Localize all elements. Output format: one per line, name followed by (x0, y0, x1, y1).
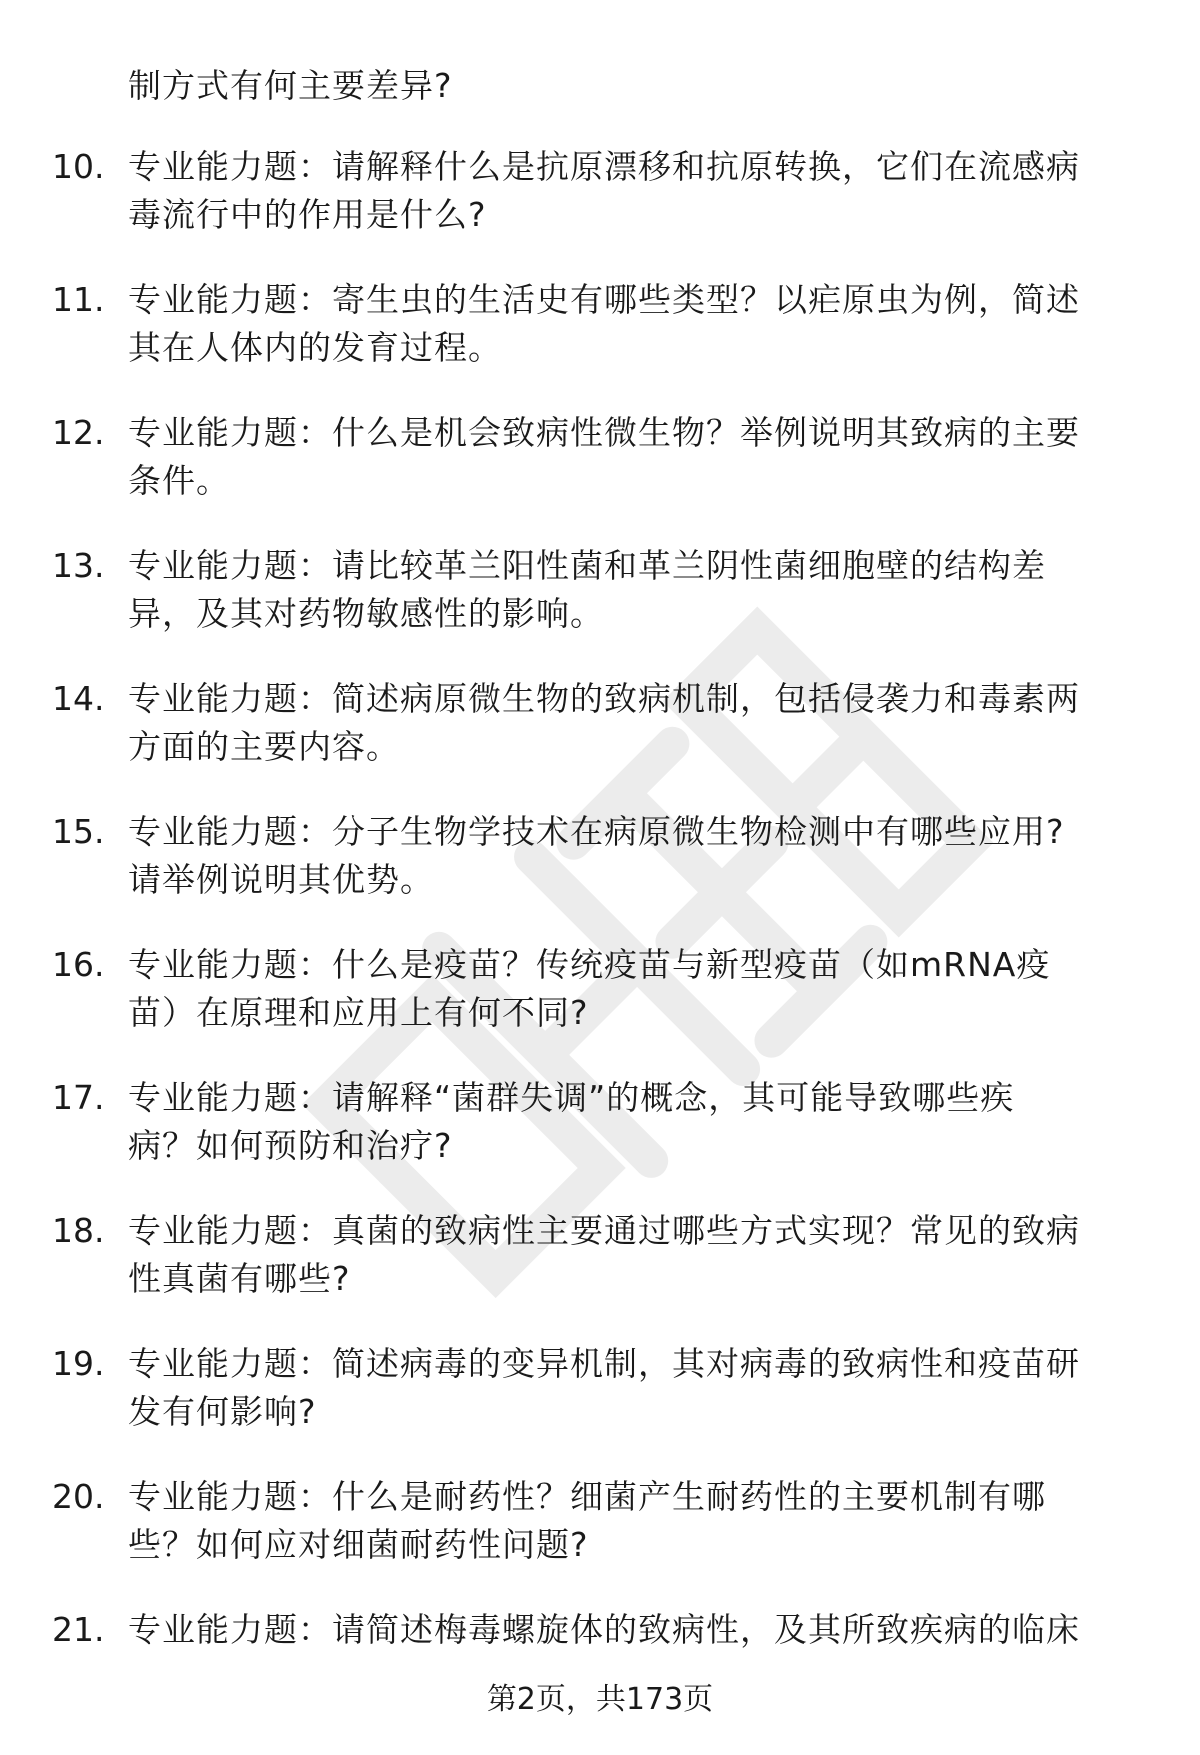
question-number: 18. (52, 1211, 105, 1250)
question-number: 10. (52, 147, 105, 186)
question-text-line: 专业能力题：简述病原微生物的致病机制，包括侵袭力和毒素两 (128, 679, 1080, 718)
question-number: 11. (52, 280, 105, 319)
question-text-line: 苗）在原理和应用上有何不同? (128, 993, 589, 1032)
question-number: 16. (52, 945, 105, 984)
question-text (128, 542, 1143, 638)
question-text-line: 专业能力题：寄生虫的生活史有哪些类型？以疟原虫为例，简述 (128, 280, 1080, 319)
question-item (0, 143, 1200, 276)
question-number: 14. (52, 679, 105, 718)
question-text-line: 专业能力题：什么是疫苗？传统疫苗与新型疫苗（如mRNA疫 (128, 945, 1051, 984)
question-text-line: 性真菌有哪些? (128, 1259, 351, 1298)
question-text-line: 专业能力题：真菌的致病性主要通过哪些方式实现？常见的致病 (128, 1211, 1080, 1250)
question-item (0, 1340, 1200, 1473)
question-text-line: 专业能力题：什么是机会致病性微生物？举例说明其致病的主要 (128, 413, 1080, 452)
question-item (0, 409, 1200, 542)
question-text-line: 其在人体内的发育过程。 (128, 328, 502, 367)
question-item (0, 941, 1200, 1074)
question-item (0, 542, 1200, 675)
question-text (128, 1340, 1143, 1436)
question-text-line: 方面的主要内容。 (128, 727, 400, 766)
question-text (128, 1473, 1143, 1569)
question-text (128, 675, 1143, 771)
continuation-text: 制方式有何主要差异? (128, 66, 453, 105)
question-list (0, 143, 1200, 1739)
question-text-line: 专业能力题：请简述梅毒螺旋体的致病性，及其所致疾病的临床 (128, 1610, 1080, 1649)
question-text-line: 专业能力题：什么是耐药性？细菌产生耐药性的主要机制有哪 (128, 1477, 1046, 1516)
question-item (0, 1207, 1200, 1340)
question-text-line: 专业能力题：简述病毒的变异机制，其对病毒的致病性和疫苗研 (128, 1344, 1080, 1383)
question-text (128, 1207, 1143, 1303)
question-text (128, 143, 1143, 239)
question-number: 12. (52, 413, 105, 452)
question-text-line: 专业能力题：分子生物学技术在病原微生物检测中有哪些应用? (128, 812, 1065, 851)
question-text-line: 病？如何预防和治疗? (128, 1126, 453, 1165)
question-item (0, 808, 1200, 941)
question-text (128, 1074, 1143, 1170)
question-item (0, 1074, 1200, 1207)
question-text-line: 些？如何应对细菌耐药性问题? (128, 1525, 589, 1564)
question-number: 20. (52, 1477, 105, 1516)
question-item (0, 675, 1200, 808)
question-text-line: 条件。 (128, 461, 230, 500)
question-text-line: 专业能力题：请比较革兰阳性菌和革兰阴性菌细胞壁的结构差 (128, 546, 1046, 585)
question-number: 13. (52, 546, 105, 585)
question-text-line: 异，及其对药物敏感性的影响。 (128, 594, 604, 633)
question-item (0, 1473, 1200, 1606)
question-text (128, 409, 1143, 505)
question-text (128, 1606, 1143, 1654)
question-text-line: 专业能力题：请解释什么是抗原漂移和抗原转换，它们在流感病 (128, 147, 1080, 186)
question-number: 15. (52, 812, 105, 851)
question-number: 21. (52, 1610, 105, 1649)
question-text (128, 276, 1143, 372)
question-text-line: 发有何影响? (128, 1392, 317, 1431)
question-text-line: 请举例说明其优势。 (128, 860, 434, 899)
question-item (0, 276, 1200, 409)
question-number: 17. (52, 1078, 105, 1117)
question-text (128, 941, 1143, 1037)
question-text (128, 808, 1143, 904)
question-text-line: 毒流行中的作用是什么? (128, 195, 487, 234)
page-footer: 第2页，共173页 (486, 1682, 714, 1717)
question-text-line: 专业能力题：请解释“菌群失调”的概念，其可能导致哪些疾 (128, 1078, 1015, 1117)
question-number: 19. (52, 1344, 105, 1383)
